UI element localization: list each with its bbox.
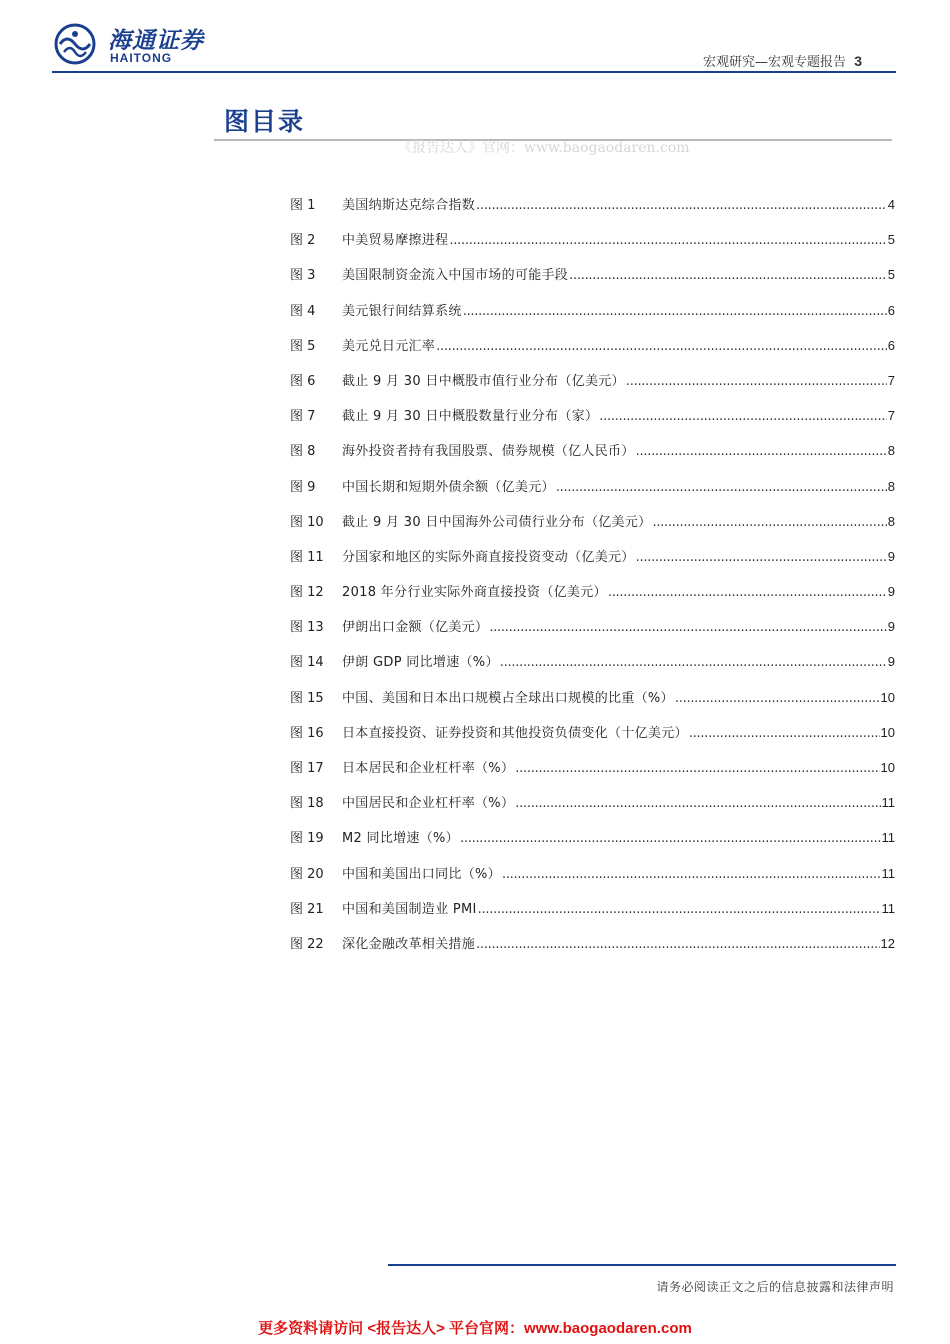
toc-entry[interactable]: [290, 863, 895, 898]
report-type: 宏观研究—宏观专题报告: [703, 55, 847, 70]
toc-entry-page: 6: [887, 337, 895, 353]
toc-leader-dots: [652, 515, 886, 530]
toc-entry-label: 图 21: [290, 901, 324, 917]
header-divider: [52, 71, 896, 73]
toc-leader-dots: [608, 585, 887, 600]
toc-entry-page: 7: [887, 408, 895, 424]
toc-entry-title: 日本居民和企业杠杆率（%）: [342, 761, 515, 776]
toc-entry[interactable]: [290, 546, 895, 581]
toc-entry-label: 图 19: [290, 831, 324, 847]
toc-entry[interactable]: [290, 194, 895, 229]
toc-entry-page: 9: [887, 548, 895, 564]
toc-leader-dots: [515, 796, 880, 811]
toc-entry-page: 10: [880, 760, 895, 775]
toc-entry-title: 伊朗 GDP 同比增速（%）: [342, 655, 499, 671]
toc-entry[interactable]: [290, 792, 895, 827]
toc-entry-page: 9: [887, 619, 895, 635]
toc-entry-title: 中国和美国制造业 PMI: [342, 901, 477, 917]
toc-entry-title: 中美贸易摩擦进程: [342, 233, 449, 249]
report-header: [703, 51, 862, 70]
toc-entry-page: 10: [880, 689, 895, 705]
toc-entry-title: 日本直接投资、证券投资和其他投资负债变化（十亿美元）: [342, 725, 688, 741]
toc-entry-page: 11: [881, 865, 895, 881]
toc-entry-page: 11: [881, 795, 895, 811]
toc-entry-label: 图 22: [290, 936, 324, 952]
toc-entry-title: 深化金融改革相关措施: [342, 936, 476, 952]
toc-entry-page: 12: [880, 935, 895, 951]
watermark: 《报告达人》官网：www.baogaodaren.com: [398, 140, 690, 156]
toc-entry[interactable]: [290, 370, 895, 405]
toc-entry-label: 图 6: [290, 373, 316, 389]
toc-leader-dots: [460, 831, 881, 846]
toc-entry-page: 8: [887, 478, 895, 494]
toc-entry-page: 5: [887, 232, 895, 248]
toc-entry-title: 海外投资者持有我国股票、债券规模（亿人民币）: [342, 444, 635, 460]
toc-entry-title: 美元银行间结算系统: [342, 303, 462, 319]
toc-leader-dots: [636, 550, 887, 565]
toc-entry[interactable]: [290, 440, 895, 475]
toc-leader-dots: [478, 902, 881, 917]
footer-divider: [388, 1264, 896, 1266]
toc-leader-dots: [515, 761, 879, 776]
toc-leader-dots: [476, 198, 887, 213]
toc-entry[interactable]: [290, 722, 895, 757]
toc-leader-dots: [502, 867, 881, 882]
toc-leader-dots: [500, 655, 887, 670]
toc-entry-page: 6: [887, 302, 895, 318]
toc-leader-dots: [489, 620, 886, 635]
footer-promo-link[interactable]: 更多资料请访问 <报告达人> 平台官网：www.baogaodaren.com: [258, 1320, 692, 1337]
toc-entry-page: 5: [887, 267, 895, 283]
toc-entry-label: 图 4: [290, 303, 316, 319]
toc-entry-page: 4: [887, 197, 895, 212]
haitong-emblem-icon: [52, 22, 98, 66]
toc-entry-label: 图 18: [290, 796, 324, 812]
toc-entry[interactable]: [290, 827, 895, 862]
toc-entry-page: 7: [887, 372, 895, 388]
toc-entry-title: 中国和美国出口同比（%）: [342, 866, 501, 882]
toc-leader-dots: [636, 444, 887, 459]
toc-entry-title: 美国纳斯达克综合指数: [342, 198, 476, 213]
toc-entry-label: 图 9: [290, 479, 316, 495]
toc-entry-title: 中国、美国和日本出口规模占全球出口规模的比重（%）: [342, 690, 674, 706]
toc-entry-page: 8: [887, 443, 895, 459]
toc-leader-dots: [476, 937, 880, 952]
toc-entry[interactable]: [290, 898, 895, 933]
toc-entry-page: 9: [887, 654, 895, 670]
toc-entry[interactable]: [290, 687, 895, 722]
toc-entry-label: 图 11: [290, 549, 324, 565]
toc-leader-dots: [556, 480, 887, 495]
toc-entry-page: 11: [881, 900, 895, 916]
toc-entry-title: 美国限制资金流入中国市场的可能手段: [342, 268, 569, 284]
toc-entry[interactable]: [290, 933, 895, 968]
toc-leader-dots: [569, 268, 887, 283]
haitong-logo: [52, 22, 222, 66]
toc-entry[interactable]: [290, 300, 895, 335]
toc-entry-label: 图 13: [290, 620, 324, 636]
toc-leader-dots: [675, 691, 880, 706]
toc-entry-label: 图 14: [290, 655, 324, 671]
toc-entry-label: 图 1: [290, 198, 316, 213]
toc-entry-title: 中国长期和短期外债余额（亿美元）: [342, 479, 555, 495]
toc-entry-label: 图 2: [290, 233, 316, 249]
toc-entry[interactable]: [290, 651, 895, 686]
footer-disclaimer: 请务必阅读正文之后的信息披露和法律声明: [656, 1280, 894, 1294]
toc-entry-title: M2 同比增速（%）: [342, 831, 459, 847]
toc-entry[interactable]: [290, 476, 895, 511]
toc-entry[interactable]: [290, 581, 895, 616]
toc-leader-dots: [626, 374, 887, 389]
toc-leader-dots: [449, 233, 886, 248]
toc-entry-title: 截止 9 月 30 日中概股市值行业分布（亿美元）: [342, 373, 625, 389]
toc-entry-title: 2018 年分行业实际外商直接投资（亿美元）: [342, 585, 607, 601]
toc-entry-page: 10: [880, 724, 895, 740]
logo-english-name: HAITONG: [110, 51, 173, 65]
toc-entry-page: 9: [887, 584, 895, 600]
toc-entry[interactable]: [290, 229, 895, 264]
figure-list: [290, 194, 895, 968]
toc-entry-label: 图 10: [290, 514, 324, 530]
toc-leader-dots: [436, 339, 887, 354]
toc-entry-label: 图 20: [290, 866, 324, 882]
toc-entry-title: 截止 9 月 30 日中概股数量行业分布（家）: [342, 409, 599, 425]
toc-entry-title: 中国居民和企业杠杆率（%）: [342, 796, 515, 812]
toc-entry-label: 图 17: [290, 761, 324, 776]
logo-chinese-name: 海通证券: [108, 27, 204, 54]
toc-entry[interactable]: [290, 264, 895, 299]
toc-leader-dots: [689, 726, 880, 741]
toc-entry-label: 图 7: [290, 409, 316, 425]
toc-entry-title: 截止 9 月 30 日中国海外公司债行业分布（亿美元）: [342, 514, 652, 530]
toc-entry[interactable]: [290, 405, 895, 440]
toc-entry[interactable]: [290, 335, 895, 370]
toc-entry-page: 11: [881, 830, 895, 846]
page-number: 3: [854, 53, 862, 69]
toc-entry-label: 图 8: [290, 444, 316, 460]
toc-leader-dots: [599, 409, 887, 424]
toc-entry[interactable]: [290, 757, 895, 792]
toc-entry-page: 8: [887, 513, 895, 529]
toc-entry-label: 图 15: [290, 690, 324, 706]
toc-entry-label: 图 12: [290, 585, 324, 601]
toc-leader-dots: [463, 304, 887, 319]
toc-entry-title: 美元兑日元汇率: [342, 338, 436, 354]
toc-entry[interactable]: [290, 616, 895, 651]
section-title: 图目录: [224, 107, 306, 136]
toc-entry-label: 图 16: [290, 725, 324, 741]
toc-entry-title: 分国家和地区的实际外商直接投资变动（亿美元）: [342, 549, 635, 565]
toc-entry[interactable]: [290, 511, 895, 546]
toc-entry-label: 图 3: [290, 268, 316, 284]
toc-entry-title: 伊朗出口金额（亿美元）: [342, 620, 489, 636]
toc-entry-label: 图 5: [290, 338, 316, 354]
